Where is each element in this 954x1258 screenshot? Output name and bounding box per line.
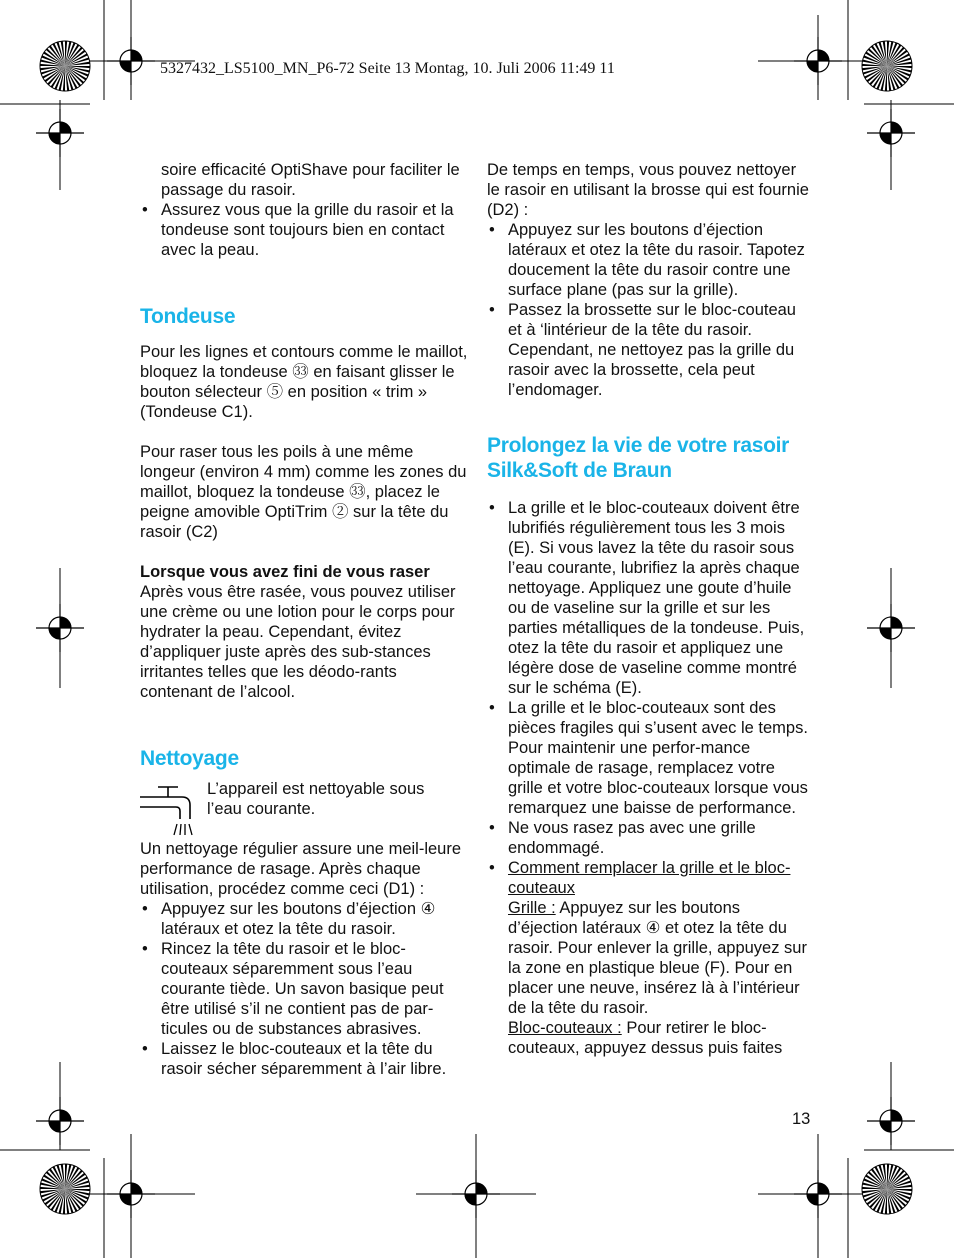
bloc-text: Pour retirer le bloc-couteaux, appuyez dessus puis faites (508, 1019, 783, 1057)
brush-list (487, 220, 812, 400)
list-item: • Ne vous rasez pas avec une grille endommagé. (487, 818, 812, 858)
grille-text: Appuyez sur les boutons d’éjection latéraux ④ et otez la tête du rasoir. Pour enlever la grille, appuyez sur la zone en plastique bleue (F). Pour en placer une neuve, insérez là à l’intérieur de la tête du rasoir. (508, 899, 807, 1017)
heading-tondeuse: Tondeuse (140, 305, 236, 328)
list-item: • Rincez la tête du rasoir et le bloc-couteaux séparemment sous l’eau courante tiède. Un savon basique peut être utilisé s’il ne contient pas de par-ticules ou de substances abrasives. (140, 939, 470, 1039)
tap-water-icon (140, 781, 198, 837)
tondeuse-paragraph-1: Pour les lignes et contours comme le maillot, bloquez la tondeuse ㉝ en faisant glisser le bouton sélecteur ⑤ en position « trim » (Tondeuse C1). (140, 343, 468, 421)
water-note-text: L’appareil est nettoyable sous l’eau courante. (207, 780, 425, 818)
list-item-replace (487, 858, 812, 1058)
tondeuse-paragraph-2: Pour raser tous les poils à une même longeur (environ 4 mm) comme les zones du maillot, bloquez la tondeuse ㉝, placez le peigne amovible OptiTrim ② sur la tête du rasoir (C2) (140, 443, 467, 541)
intro-list (140, 200, 470, 260)
water-note (140, 779, 470, 839)
nettoyage-paragraph: Un nettoyage régulier assure une meil-leure performance de rasage. Après chaque utilisation, procédez comme ceci (D1) : (140, 840, 462, 898)
after-shave-heading: Lorsque vous avez fini de vous raser (140, 563, 430, 581)
heading-prolongez: Prolongez la vie de votre rasoir Silk&Soft de Braun (487, 434, 790, 482)
prolongez-list (487, 498, 812, 1058)
grille-label: Grille : (508, 899, 556, 917)
list-item: • La grille et le bloc-couteaux sont des pièces fragiles qui s’usent avec le temps. Pour maintenir une perfor-mance optimale de rasage, remplacez votre grille et votre bloc-couteaux lorsque vous remarquez une baisse de performance. (487, 698, 812, 818)
bloc-label: Bloc-couteaux : (508, 1019, 622, 1037)
list-item: • Appuyez sur les boutons d’éjection latéraux et otez la tête du rasoir. Tapotez doucement la tête du rasoir contre une surface plane (pas sur la grille). (487, 220, 812, 300)
print-imprint: 5327432_LS5100_MN_P6-72 Seite 13 Montag, 10. Juli 2006 11:49 11 (160, 60, 615, 77)
heading-nettoyage: Nettoyage (140, 747, 239, 770)
list-item: • Laissez le bloc-couteaux et la tête du rasoir sécher séparemment à l’air libre. (140, 1039, 470, 1079)
list-item: • Passez la brossette sur le bloc-couteau et à ‘lintérieur de la tête du rasoir. Cependant, ne nettoyez pas la grille du rasoir avec la brossette, cela peut l’endomager. (487, 300, 812, 400)
brush-intro: De temps en temps, vous pouvez nettoyer le rasoir en utilisant la brosse qui est fournie (D2) : (487, 161, 809, 219)
right-column (487, 160, 812, 1058)
replace-title: Comment remplacer la grille et le bloc-couteaux (508, 859, 791, 897)
after-shave-paragraph: Après vous être rasée, vous pouvez utiliser une crème ou une lotion pour le corps pour hydrater la peau. Cependant, évitez d’appliquer juste après des sub-stances irritantes telles que les déodo-rants contenant de l’alcool. (140, 583, 456, 701)
list-item: • Appuyez sur les boutons d’éjection ④ latéraux et otez la tête du rasoir. (140, 899, 470, 939)
list-item: • Assurez vous que la grille du rasoir et la tondeuse sont toujours bien en contact avec la peau. (140, 200, 470, 260)
page-number: 13 (792, 1110, 811, 1128)
left-column (140, 160, 470, 1079)
nettoyage-list (140, 899, 470, 1079)
intro-continuation: soire efficacité OptiShave pour faciliter le passage du rasoir. (161, 161, 460, 199)
list-item: • La grille et le bloc-couteaux doivent être lubrifiés régulièrement tous les 3 mois (E). Si vous lavez la tête du rasoir sous l’eau courante, lubrifiez la après chaque nettoyage. Appliquez une goute d’huile ou de vaseline sur la grille et sur les parties métalliques de la tondeuse. Puis, otez la tête du rasoir et appliquez une légère dose de vaseline comme montré sur le schéma (E). (487, 498, 812, 698)
